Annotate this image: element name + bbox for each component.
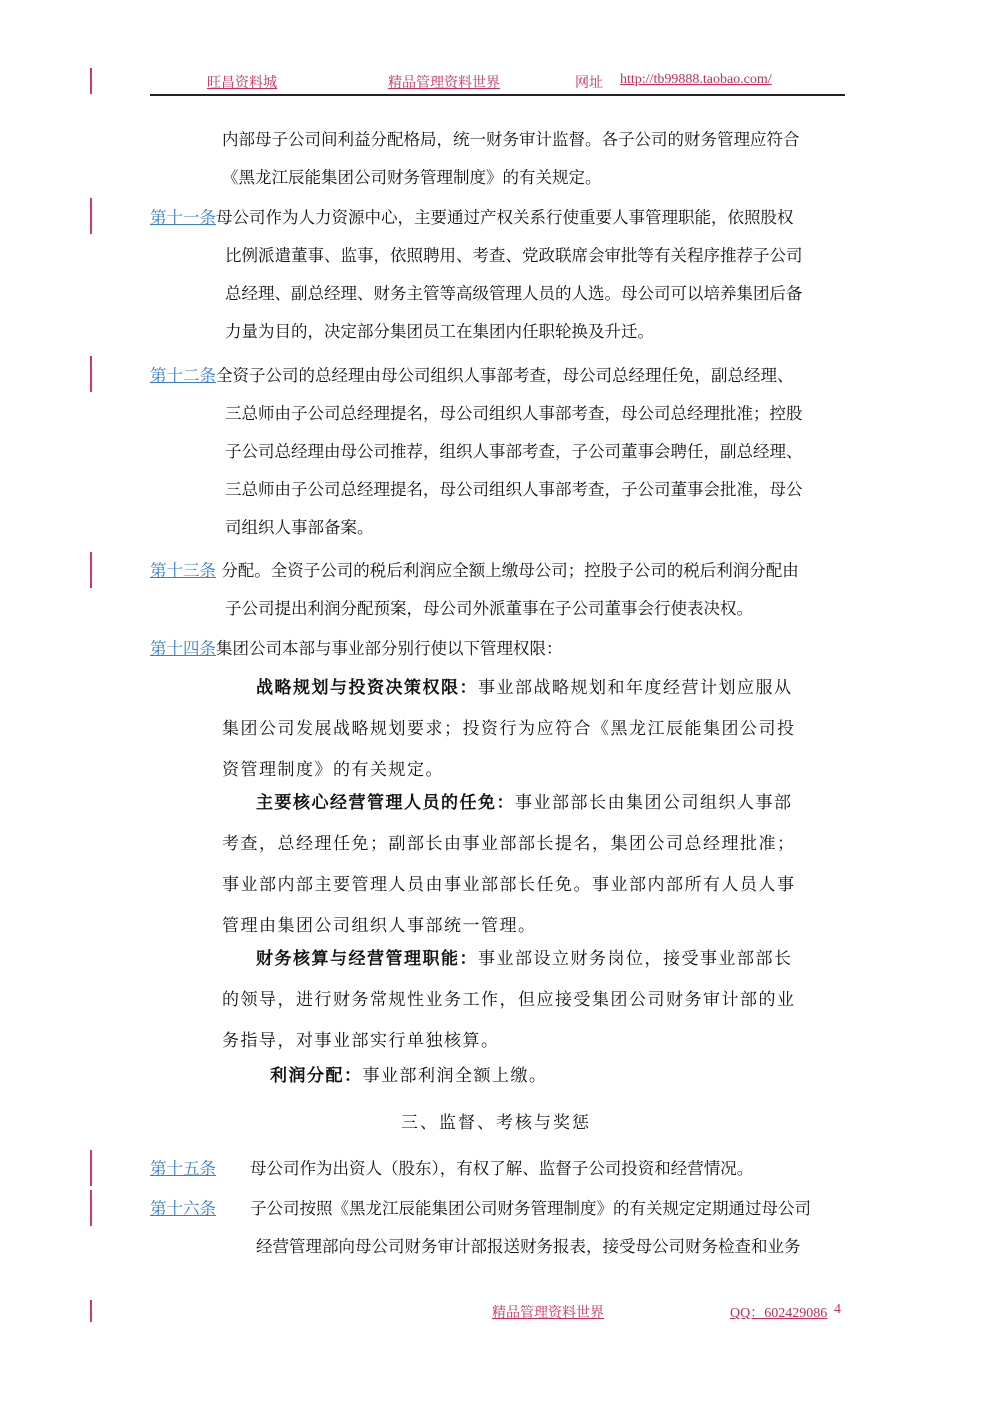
article-14: [150, 630, 563, 668]
article-text: 分配。全资子公司的税后利润应全额上缴母公司；控股子公司的税后利润分配由: [216, 561, 799, 580]
article-16: [150, 1190, 811, 1266]
article-text: 集团公司本部与事业部分别行使以下管理权限：: [216, 639, 563, 658]
margin-mark: [90, 198, 92, 234]
sub-item-finance: [222, 939, 847, 1062]
margin-mark: [90, 552, 92, 588]
text-line: 事业部内部主要管理人员由事业部部长任免。事业部内部所有人员人事: [222, 875, 796, 895]
text-line: 务指导，对事业部实行单独核算。: [222, 1031, 500, 1051]
text-line: 三总师由子公司总经理提名，母公司组织人事部考查，子公司董事会批准，母公: [225, 480, 803, 499]
sub-item-text: 事业部部长由集团公司组织人事部: [515, 793, 793, 813]
text-line: 经营管理部向母公司财务审计部报送财务报表，接受母公司财务检查和业务: [256, 1237, 801, 1256]
sub-item-strategy: [222, 668, 847, 791]
text-line: 考查，总经理任免；副部长由事业部部长提名，集团公司总经理批准；: [222, 834, 796, 854]
sub-item-heading: 战略规划与投资决策权限：: [256, 678, 478, 698]
article-label[interactable]: 第十三条: [150, 561, 216, 580]
section-title: 三、监督、考核与奖惩: [401, 1113, 591, 1133]
footer-margin-mark: [90, 1300, 92, 1322]
text-line: 的领导，进行财务常规性业务工作，但应接受集团公司财务审计部的业: [222, 990, 796, 1010]
article-label[interactable]: 第十一条: [150, 208, 216, 227]
sub-item-appointment: [222, 783, 847, 947]
header-url-label: 网址: [575, 76, 603, 91]
article-label[interactable]: 第十二条: [150, 366, 216, 385]
sub-item-heading: 利润分配：: [270, 1066, 363, 1086]
page-footer: [150, 1300, 845, 1324]
header-margin-mark: [90, 68, 92, 94]
header-url-link[interactable]: http://tb99888.taobao.com/: [620, 72, 772, 87]
margin-mark: [90, 356, 92, 392]
text-line: 子公司总经理由母公司推荐，组织人事部考查，子公司董事会聘任，副总经理、: [225, 442, 803, 461]
article-13: [150, 552, 799, 628]
header-world: 精品管理资料世界: [388, 76, 500, 91]
article-text: 母公司作为人力资源中心，主要通过产权关系行使重要人事管理职能，依照股权: [216, 208, 794, 227]
text-line: 集团公司发展战略规划要求；投资行为应符合《黑龙江辰能集团公司投: [222, 719, 796, 739]
text-line: 三总师由子公司总经理提名，母公司组织人事部考查，母公司总经理批准；控股: [225, 404, 803, 423]
text-line: 内部母子公司间利益分配格局，统一财务审计监督。各子公司的财务管理应符合: [222, 130, 800, 149]
text-line: 资管理制度》的有关规定。: [222, 760, 444, 780]
page-number: 4: [834, 1302, 841, 1317]
page-header: [150, 68, 845, 96]
text-line: 司组织人事部备案。: [225, 518, 374, 537]
sub-item-heading: 主要核心经营管理人员的任免：: [256, 793, 515, 813]
sub-item-text: 事业部利润全额上缴。: [362, 1066, 548, 1086]
intro-paragraph: [222, 121, 800, 197]
sub-item-text: 事业部战略规划和年度经营计划应服从: [478, 678, 793, 698]
text-line: 力量为目的，决定部分集团员工在集团内任职轮换及升迁。: [225, 322, 654, 341]
sub-item-profit: [222, 1056, 847, 1097]
article-label[interactable]: 第十四条: [150, 639, 216, 658]
article-11: [150, 199, 803, 351]
sub-item-heading: 财务核算与经营管理职能：: [256, 949, 478, 969]
text-line: 《黑龙江辰能集团公司财务管理制度》的有关规定。: [222, 168, 602, 187]
header-brand: 旺昌资料城: [207, 76, 277, 91]
text-line: 总经理、副总经理、财务主管等高级管理人员的人选。母公司可以培养集团后备: [225, 284, 803, 303]
margin-mark: [90, 1190, 92, 1226]
article-15: [150, 1150, 753, 1188]
text-line: 子公司提出利润分配预案，母公司外派董事在子公司董事会行使表决权。: [225, 599, 753, 618]
text-line: 比例派遣董事、监事，依照聘用、考查、党政联席会审批等有关程序推荐子公司: [225, 246, 803, 265]
sub-item-text: 事业部设立财务岗位，接受事业部部长: [478, 949, 793, 969]
article-12: [150, 357, 803, 547]
footer-world: 精品管理资料世界: [492, 1306, 604, 1321]
text-line: 管理由集团公司组织人事部统一管理。: [222, 916, 537, 936]
article-text: 子公司按照《黑龙江辰能集团公司财务管理制度》的有关规定定期通过母公司: [250, 1199, 811, 1218]
article-label[interactable]: 第十六条: [150, 1199, 216, 1218]
footer-qq: QQ：602429086: [730, 1306, 828, 1321]
article-text: 全资子公司的总经理由母公司组织人事部考查，母公司总经理任免，副总经理、: [216, 366, 794, 385]
margin-mark: [90, 1150, 92, 1186]
article-text: 母公司作为出资人（股东），有权了解、监督子公司投资和经营情况。: [250, 1159, 754, 1178]
article-label[interactable]: 第十五条: [150, 1159, 216, 1178]
